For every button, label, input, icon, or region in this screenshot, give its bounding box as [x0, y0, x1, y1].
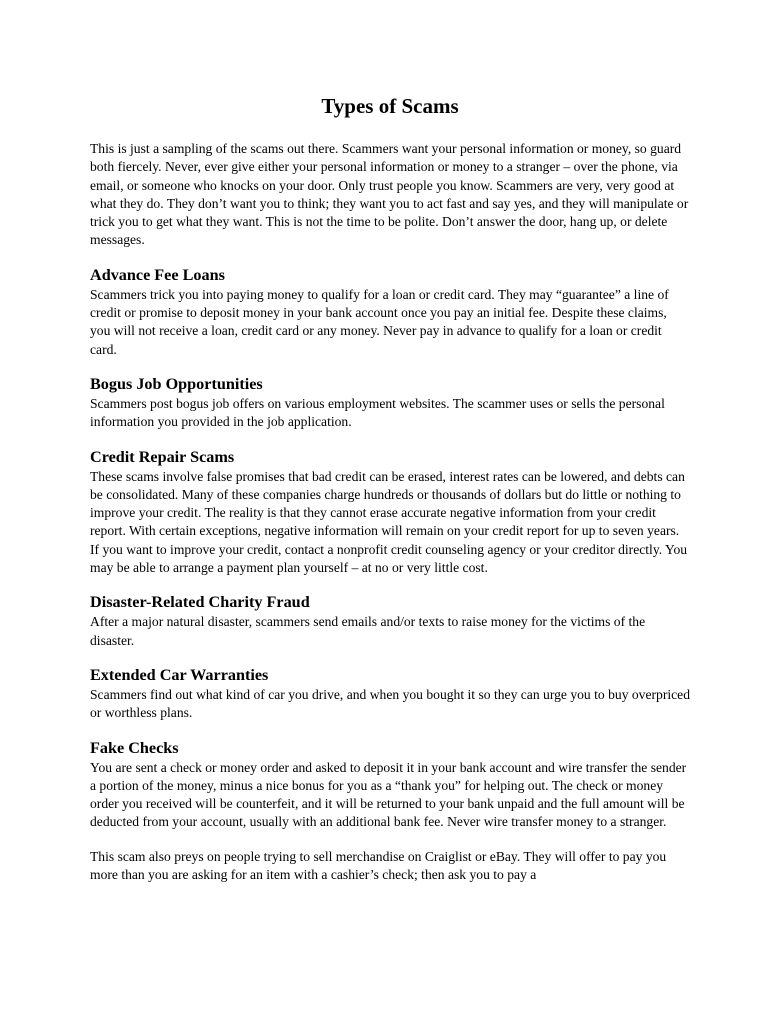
section-body-continued: This scam also preys on people trying to sell merchandise on Craiglist or eBay. They will offer to pay you more than you are asking for an item with a cashier’s check; then ask you to pay a [90, 848, 667, 883]
section-heading: Credit Repair Scams [90, 447, 235, 466]
section-heading: Advance Fee Loans [90, 265, 225, 284]
section-heading: Fake Checks [90, 738, 179, 757]
paragraph-gap [90, 832, 690, 848]
section-body: Scammers find out what kind of car you drive, and when you bought it so they can urge you to buy overpriced or worthless plans. [90, 686, 691, 721]
document-title: Types of Scams [321, 94, 459, 118]
section-heading: Disaster-Related Charity Fraud [90, 593, 310, 612]
section-fake-checks [90, 738, 690, 885]
section-body: Scammers trick you into paying money to qualify for a loan or credit card. They may “guarantee” a line of credit or promise to deposit money in your bank account once you pay an initial fee. Despite these claims, you will not receive a loan, credit card or any money. Never pay in advance to qualify for a loan or credit card. [90, 286, 669, 357]
section-credit-repair-scams [90, 447, 690, 578]
section-heading: Extended Car Warranties [90, 665, 269, 684]
section-heading: Bogus Job Opportunities [90, 374, 263, 393]
section-bogus-job-opportunities [90, 374, 690, 432]
section-body: Scammers post bogus job offers on various employment websites. The scammer uses or sells the personal information you provided in the job application. [90, 395, 665, 430]
section-body: You are sent a check or money order and asked to deposit it in your bank account and wire transfer the sender a portion of the money, minus a nice bonus for you as a “thank you” for helping out. The check or money order you received will be counterfeit, and it will be returned to your bank unpaid and the full amount will be deducted from your account, usually with an additional bank fee. Never wire transfer money to a stranger. [90, 759, 687, 830]
section-disaster-related-charity-fraud [90, 592, 690, 650]
section-extended-car-warranties [90, 665, 690, 723]
section-body: These scams involve false promises that bad credit can be erased, interest rates can be lowered, and debts can be consolidated. Many of these companies charge hundreds or thousands of dollars but do little or nothing to improve your credit. The reality is that they cannot erase accurate negative information from your credit report. With certain exceptions, negative information will remain on your credit report for up to seven years. If you want to improve your credit, contact a nonprofit credit counseling agency or your creditor directly. You may be able to arrange a payment plan yourself – at no or very little cost. [90, 468, 688, 576]
intro-paragraph: This is just a sampling of the scams out there. Scammers want your personal information or money, so guard both fiercely. Never, ever give either your personal information or money to a stranger – over the phone, via email, or someone who knocks on your door. Only trust people you know. Scammers are very, very good at what they do. They don’t want you to think; they want you to act fast and say yes, and they will manipulate or trick you to get what they want. This is not the time to be polite. Don’t answer the door, hang up, or delete messages. [90, 141, 689, 248]
document-page [90, 92, 690, 884]
section-advance-fee-loans [90, 265, 690, 359]
section-body: After a major natural disaster, scammers send emails and/or texts to raise money for the victims of the disaster. [90, 614, 646, 648]
